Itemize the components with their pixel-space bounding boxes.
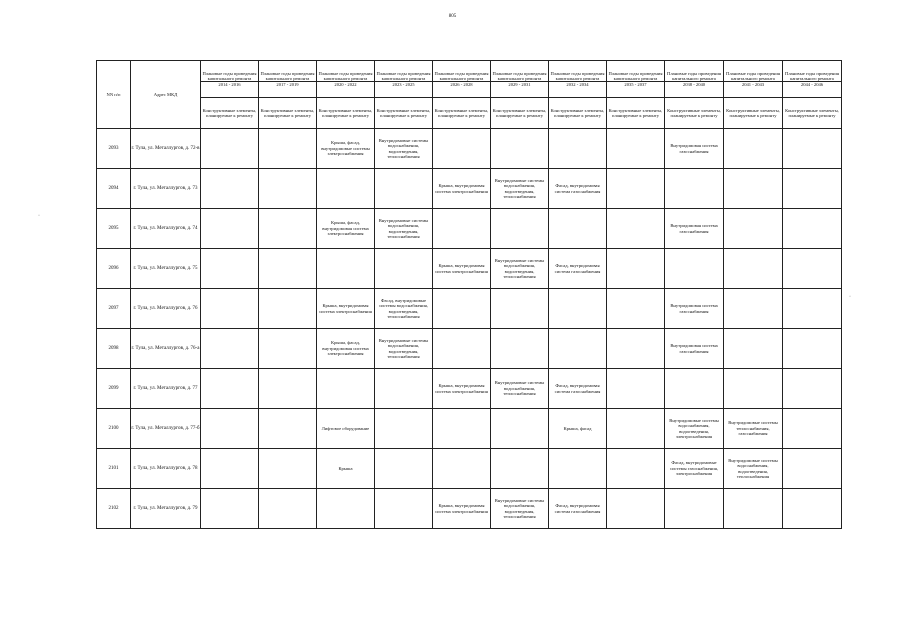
header-row-elements (97, 98, 842, 129)
header-period: Плановые годы проведения капитального ремонта 2032 - 2034 (549, 61, 607, 98)
table-row (97, 209, 842, 249)
repair-works-cell (375, 369, 433, 409)
repair-works-cell (433, 289, 491, 329)
header-period: Плановые годы проведения капитального ремонта 2044 - 2046 (783, 61, 842, 98)
repair-works-cell (665, 289, 724, 329)
repair-works-text: Внутридомовые системы теплоснабжения, газоснабжения (728, 420, 778, 437)
repair-works-text: Внутридомовая система газоснабжения (670, 343, 718, 354)
repair-works-cell (259, 249, 317, 289)
repair-works-text: Внутридомовые системы водоснабжения, водоотведения, теплоснабжения (378, 137, 429, 159)
repair-works-text: Фасад, внутридомовая система газоснабжения (554, 383, 601, 394)
repair-works-text: Крыша, фасад, внутридомовая система электроснабжения (322, 220, 369, 237)
repair-works-text: Внутридомовые системы водоснабжения, водоотведения, теплоснабжения (728, 457, 778, 479)
repair-works-cell (317, 289, 375, 329)
header-elements: Конструктивные элементы, планируемые к ремонту (607, 98, 665, 129)
repair-works-cell (607, 249, 665, 289)
row-address: г. Тула, ул. Металлургов, д. 77-б (131, 409, 201, 449)
repair-works-cell (317, 129, 375, 169)
header-elements: Конструктивные элементы, планируемые к ремонту (549, 98, 607, 129)
header-period: Плановые годы проведения капитального ремонта 2017 - 2019 (259, 61, 317, 98)
repair-works-text: Крыша (338, 465, 353, 471)
repair-works-text: Внутридомовые системы водоснабжения, теплоснабжения (494, 380, 545, 397)
repair-works-cell (549, 289, 607, 329)
repair-works-cell (201, 329, 259, 369)
table-row (97, 249, 842, 289)
repair-works-cell (724, 329, 783, 369)
repair-works-cell (607, 449, 665, 489)
repair-works-cell (724, 409, 783, 449)
repair-works-cell (724, 289, 783, 329)
table-row (97, 489, 842, 529)
repair-works-text: Крыша, фасад (563, 425, 592, 431)
repair-works-cell (549, 169, 607, 209)
row-number: 2102 (97, 489, 131, 529)
scan-mark: · (849, 294, 851, 300)
repair-works-cell (433, 209, 491, 249)
repair-works-cell (607, 209, 665, 249)
header-elements: Конструктивные элементы, планируемые к ремонту (201, 98, 259, 129)
repair-works-cell (201, 249, 259, 289)
repair-works-cell (491, 369, 549, 409)
repair-works-text: Крыша, внутридомовая система электроснабжения (435, 503, 488, 514)
header-elements: Конструктивные элементы, планируемые к ремонту (317, 98, 375, 129)
repair-works-cell (433, 129, 491, 169)
header-elements: Конструктивные элементы, планируемые к ремонту (665, 98, 724, 129)
repair-works-cell (607, 409, 665, 449)
repair-works-cell (607, 169, 665, 209)
repair-works-text: Крыша, внутридомовая система электроснабжения (319, 303, 372, 314)
repair-works-cell (665, 209, 724, 249)
row-number: 2095 (97, 209, 131, 249)
table-row (97, 449, 842, 489)
repair-works-cell (375, 129, 433, 169)
repair-works-cell (491, 449, 549, 489)
row-address: г. Тула, ул. Металлургов, д. 78 (131, 449, 201, 489)
repair-works-text: Крыша, внутридомовая система электроснабжения (435, 383, 488, 394)
repair-works-cell (375, 249, 433, 289)
header-elements: Конструктивные элементы, планируемые к ремонту (783, 98, 842, 129)
row-address: г. Тула, ул. Металлургов, д. 74 (131, 209, 201, 249)
repair-works-cell (724, 249, 783, 289)
table-row (97, 329, 842, 369)
repair-works-text: Внутридомовые системы водоснабжения, водоотведения, теплоснабжения (494, 257, 545, 279)
repair-works-text: Крыша, внутридомовая система электроснабжения (435, 263, 488, 274)
repair-works-cell (375, 209, 433, 249)
table-row (97, 289, 842, 329)
repair-works-cell (724, 209, 783, 249)
repair-works-cell (317, 329, 375, 369)
repair-works-cell (665, 129, 724, 169)
repair-works-text: Крыша, фасад, внутридомовые системы электроснабжения (321, 140, 370, 157)
repair-works-text: Внутридомовые системы водоснабжения, водоотведения, теплоснабжения (494, 497, 545, 519)
repair-works-cell (549, 329, 607, 369)
repair-works-cell (259, 209, 317, 249)
repair-works-cell (724, 129, 783, 169)
row-address: г. Тула, ул. Металлургов, д. 75 (131, 249, 201, 289)
row-number: 2096 (97, 249, 131, 289)
header-elements: Конструктивные элементы, планируемые к ремонту (259, 98, 317, 129)
repair-works-cell (549, 489, 607, 529)
repair-works-text: Внутридомовые системы водоснабжения, водоотведения, теплоснабжения (494, 177, 545, 199)
row-address: г. Тула, ул. Металлургов, д. 76 (131, 289, 201, 329)
repair-works-text: Фасад, внутридомовые системы газоснабжения, электроснабжения (670, 460, 718, 477)
repair-works-cell (201, 209, 259, 249)
repair-works-text: Фасад, внутридомовые системы водоснабжения, водоотведения, теплоснабжения (379, 297, 428, 319)
repair-works-cell (491, 249, 549, 289)
header-period: Плановые годы проведения капитального ремонта 2035 - 2037 (607, 61, 665, 98)
repair-works-cell (549, 409, 607, 449)
repair-works-cell (724, 449, 783, 489)
repair-works-cell (665, 369, 724, 409)
repair-works-cell (491, 489, 549, 529)
repair-works-cell (783, 409, 842, 449)
repair-works-cell (783, 489, 842, 529)
table-body (97, 129, 842, 529)
repair-works-cell (259, 169, 317, 209)
repair-works-cell (259, 129, 317, 169)
repair-works-cell (375, 329, 433, 369)
repair-works-cell (607, 129, 665, 169)
repair-works-cell (317, 249, 375, 289)
repair-works-cell (607, 489, 665, 529)
repair-works-cell (201, 129, 259, 169)
header-period: Плановые годы проведения капитального ремонта 2026 - 2028 (433, 61, 491, 98)
repair-works-cell (665, 449, 724, 489)
repair-works-cell (549, 209, 607, 249)
repair-works-cell (433, 449, 491, 489)
row-number: 2099 (97, 369, 131, 409)
repair-works-cell (665, 489, 724, 529)
row-number: 2101 (97, 449, 131, 489)
repair-works-cell (491, 409, 549, 449)
repair-works-cell (607, 289, 665, 329)
repair-works-cell (375, 449, 433, 489)
row-number: 2098 (97, 329, 131, 369)
repair-works-cell (201, 489, 259, 529)
table-row (97, 369, 842, 409)
repair-works-text: Фасад, внутридомовая система газоснабжения (554, 263, 601, 274)
header-period: Плановые годы проведения капитального ремонта 2014 - 2016 (201, 61, 259, 98)
page-number: 805 (448, 14, 457, 19)
repair-works-cell (549, 449, 607, 489)
repair-works-cell (724, 489, 783, 529)
repair-works-text: Внутридомовая система газоснабжения (670, 303, 718, 314)
repair-works-cell (259, 489, 317, 529)
repair-works-cell (259, 449, 317, 489)
repair-works-cell (549, 249, 607, 289)
row-address: г. Тула, ул. Металлургов, д. 73 (131, 169, 201, 209)
header-period: Плановые годы проведения капитального ремонта 2029 - 2031 (491, 61, 549, 98)
repair-works-cell (433, 369, 491, 409)
header-address: Адрес МКД (131, 61, 201, 129)
capital-repair-schedule-table (96, 60, 842, 529)
repair-works-cell (201, 369, 259, 409)
repair-works-cell (491, 289, 549, 329)
repair-works-text: Внутридомовая система газоснабжения (670, 223, 718, 234)
repair-works-cell (783, 369, 842, 409)
repair-works-cell (433, 169, 491, 209)
repair-works-cell (433, 329, 491, 369)
row-address: г. Тула, ул. Металлургов, д. 72-в (131, 129, 201, 169)
repair-works-cell (201, 409, 259, 449)
table-row (97, 129, 842, 169)
repair-works-text: Внутридомовые системы водоснабжения, водоотведения, теплоснабжения (378, 217, 429, 239)
repair-works-cell (201, 289, 259, 329)
repair-works-cell (259, 329, 317, 369)
header-period: Плановые годы проведения капитального ремонта 2038 - 2040 (665, 61, 724, 98)
repair-works-cell (783, 289, 842, 329)
repair-works-cell (201, 169, 259, 209)
header-elements: Конструктивные элементы, планируемые к ремонту (491, 98, 549, 129)
repair-works-cell (375, 289, 433, 329)
repair-works-cell (375, 489, 433, 529)
repair-works-cell (317, 449, 375, 489)
repair-works-text: Фасад, внутридомовая система газоснабжения (554, 183, 601, 194)
repair-works-cell (665, 249, 724, 289)
repair-works-cell (607, 369, 665, 409)
repair-works-cell (491, 329, 549, 369)
repair-works-cell (317, 169, 375, 209)
repair-works-text: Внутридомовые системы водоснабжения, водоотведения, электроснабжения (669, 417, 719, 439)
header-period: Плановые годы проведения капитального ремонта 2041 - 2043 (724, 61, 783, 98)
repair-works-cell (433, 409, 491, 449)
header-number: NN п/п (97, 61, 131, 129)
repair-works-cell (433, 489, 491, 529)
row-address: г. Тула, ул. Металлургов, д. 76-а (131, 329, 201, 369)
row-number: 2094 (97, 169, 131, 209)
repair-works-text: Крыша, фасад, внутридомовая система электроснабжения (322, 340, 369, 357)
repair-works-cell (491, 129, 549, 169)
repair-works-cell (783, 249, 842, 289)
row-number: 2097 (97, 289, 131, 329)
repair-works-cell (259, 409, 317, 449)
header-elements: Конструктивные элементы, планируемые к ремонту (724, 98, 783, 129)
row-address: г. Тула, ул. Металлургов, д. 79 (131, 489, 201, 529)
repair-works-cell (665, 329, 724, 369)
repair-works-cell (201, 449, 259, 489)
repair-works-cell (783, 329, 842, 369)
header-period: Плановые годы проведения капитального ремонта 2023 - 2025 (375, 61, 433, 98)
repair-works-cell (783, 169, 842, 209)
repair-works-cell (375, 409, 433, 449)
repair-works-cell (549, 369, 607, 409)
repair-works-cell (783, 449, 842, 489)
header-elements: Конструктивные элементы, планируемые к ремонту (375, 98, 433, 129)
table-row (97, 169, 842, 209)
repair-works-cell (433, 249, 491, 289)
repair-works-cell (665, 169, 724, 209)
header-row-periods (97, 61, 842, 98)
table-row (97, 409, 842, 449)
repair-works-cell (607, 329, 665, 369)
repair-works-cell (317, 409, 375, 449)
repair-works-cell (549, 129, 607, 169)
scan-mark: · (38, 213, 40, 219)
repair-works-cell (491, 169, 549, 209)
repair-works-text: Фасад, внутридомовая система газоснабжения (554, 503, 601, 514)
header-elements: Конструктивные элементы, планируемые к ремонту (433, 98, 491, 129)
header-period: Плановые годы проведения капитального ремонта 2020 - 2022 (317, 61, 375, 98)
repair-works-cell (724, 169, 783, 209)
repair-works-cell (783, 129, 842, 169)
repair-works-cell (317, 209, 375, 249)
repair-works-cell (375, 169, 433, 209)
row-number: 2100 (97, 409, 131, 449)
repair-works-cell (491, 209, 549, 249)
repair-works-cell (724, 369, 783, 409)
repair-works-cell (665, 409, 724, 449)
repair-works-cell (317, 489, 375, 529)
repair-works-cell (317, 369, 375, 409)
repair-works-cell (259, 289, 317, 329)
repair-works-text: Внутридомовая система газоснабжения (670, 143, 718, 154)
repair-works-text: Лифтовое оборудование (321, 425, 370, 431)
row-address: г. Тула, ул. Металлургов, д. 77 (131, 369, 201, 409)
repair-works-cell (783, 209, 842, 249)
row-number: 2093 (97, 129, 131, 169)
repair-works-cell (259, 369, 317, 409)
repair-works-text: Крыша, внутридомовая система электроснабжения (435, 183, 488, 194)
repair-works-text: Внутридомовые системы водоснабжения, водоотведения, теплоснабжения (378, 337, 429, 359)
